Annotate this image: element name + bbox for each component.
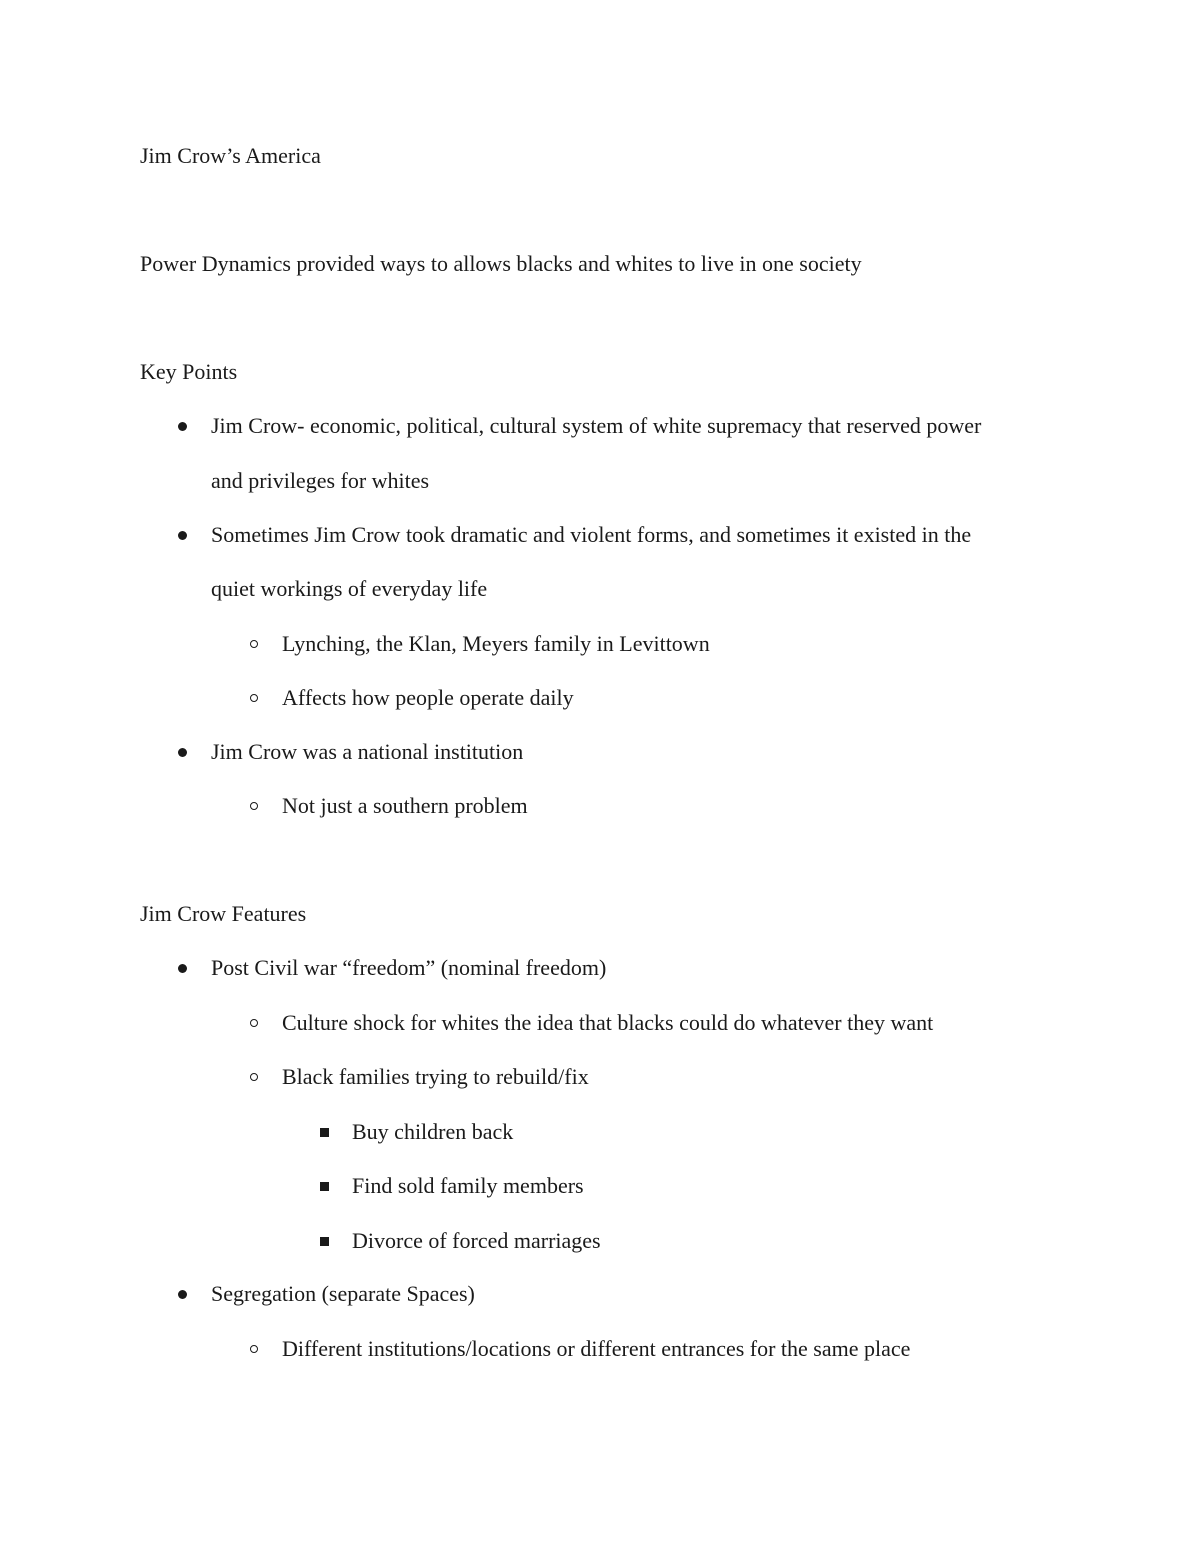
disc-bullet-icon [178, 964, 187, 973]
key-point-1-line-1: Jim Crow- economic, political, cultural system of white supremacy that reserved power [211, 413, 982, 438]
circle-bullet-icon [250, 802, 258, 810]
key-point-1-line-2: and privileges for whites [211, 468, 430, 493]
key-point-3: Jim Crow was a national institution [211, 739, 524, 764]
disc-bullet-icon [178, 422, 187, 431]
key-point-2-line-1: Sometimes Jim Crow took dramatic and violent forms, and sometimes it existed in the [211, 522, 972, 547]
square-bullet-icon [320, 1237, 329, 1246]
circle-bullet-icon [250, 694, 258, 702]
circle-bullet-icon [250, 1073, 258, 1081]
feature-1-sub-2-a: Buy children back [352, 1119, 514, 1144]
square-bullet-icon [320, 1128, 329, 1137]
key-point-3-sub-1: Not just a southern problem [282, 793, 528, 818]
square-bullet-icon [320, 1182, 329, 1191]
circle-bullet-icon [250, 640, 258, 648]
features-heading: Jim Crow Features [140, 901, 307, 926]
key-point-2-sub-2: Affects how people operate daily [282, 685, 574, 710]
circle-bullet-icon [250, 1345, 258, 1353]
disc-bullet-icon [178, 1290, 187, 1299]
disc-bullet-icon [178, 531, 187, 540]
circle-bullet-icon [250, 1019, 258, 1027]
disc-bullet-icon [178, 748, 187, 757]
document-subtitle: Power Dynamics provided ways to allows blacks and whites to live in one society [140, 251, 862, 276]
key-point-2-line-2: quiet workings of everyday life [211, 576, 488, 601]
feature-1-sub-2-c: Divorce of forced marriages [352, 1228, 601, 1253]
key-points-heading: Key Points [140, 359, 238, 384]
feature-2: Segregation (separate Spaces) [211, 1281, 475, 1306]
feature-2-sub-1: Different institutions/locations or different entrances for the same place [282, 1336, 911, 1361]
feature-1-sub-2: Black families trying to rebuild/fix [282, 1064, 589, 1089]
feature-1-sub-2-b: Find sold family members [352, 1173, 584, 1198]
document-title: Jim Crow’s America [140, 143, 321, 168]
feature-1: Post Civil war “freedom” (nominal freedom) [211, 955, 607, 980]
key-point-2-sub-1: Lynching, the Klan, Meyers family in Levittown [282, 631, 710, 656]
feature-1-sub-1: Culture shock for whites the idea that blacks could do whatever they want [282, 1010, 934, 1035]
